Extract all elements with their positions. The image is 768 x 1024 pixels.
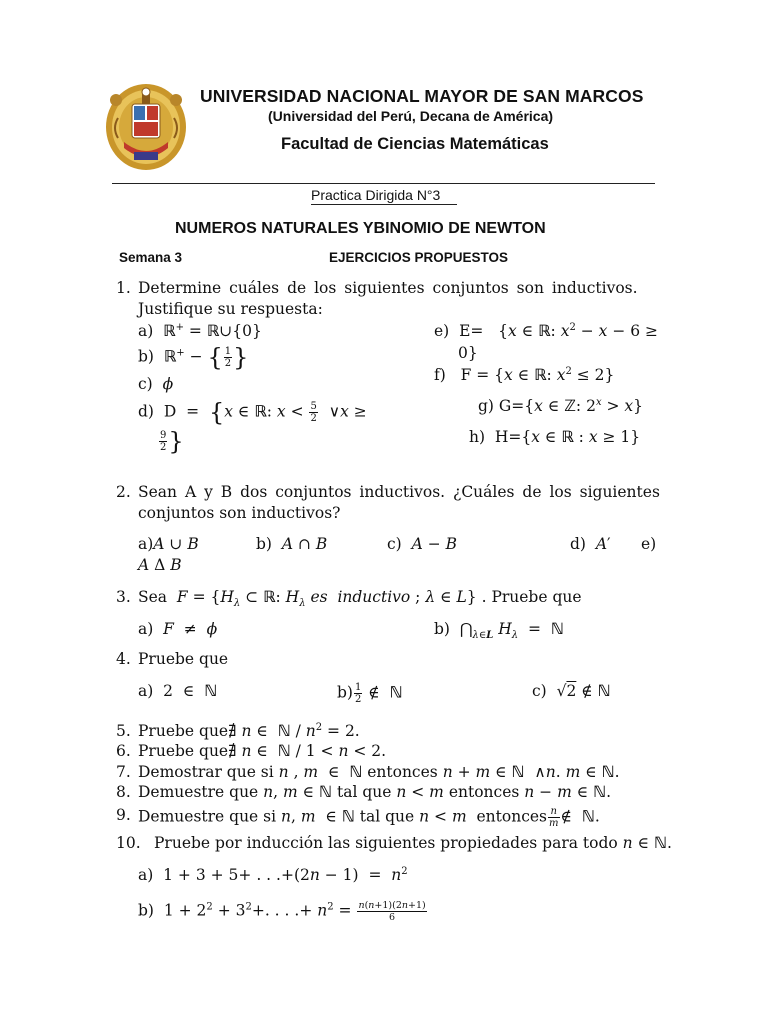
question-4-text: Pruebe que (138, 650, 229, 668)
question-1-text: Determine cuáles de los siguientes conjuntos son inductivos. (138, 279, 638, 297)
question-6-number: 6. (116, 742, 131, 760)
q1-item-f: f) F = {x ∈ ℝ: $x^2 \le 2$} (434, 366, 615, 384)
main-title: NUMEROS NATURALES YBINOMIO DE NEWTON (175, 220, 546, 237)
question-3-text: Sea $F = \{H_\lambda$ ⊂ ℝ: $H_\lambda$ es inductivo ; λ ∈ L} . Pruebe que (138, 588, 582, 609)
university-subtitle: (Universidad del Perú, Decana de América) (268, 108, 554, 124)
question-10-line: Pruebe por inducción las siguientes propiedades para todo n ∈ ℕ. (154, 834, 672, 852)
question-4-number: 4. (116, 650, 131, 668)
q1-item-c: c) ϕ (138, 375, 174, 393)
q10-item-b: b) $1 + 2^2 + 3^2+$. . . .+ $n^2$ = $\frac{n(n+1)(2n+1)}{6}$ (138, 900, 426, 923)
question-1-number: 1. (116, 279, 131, 297)
question-2-text: Sean A y B dos conjuntos inductivos. ¿Cuáles de los siguientes (138, 483, 660, 501)
university-name: UNIVERSIDAD NACIONAL MAYOR DE SAN MARCOS (200, 86, 644, 106)
question-3-number: 3. (116, 588, 131, 606)
question-9-mid2: entonces (476, 807, 548, 826)
question-6-text: Pruebe que (138, 742, 229, 760)
q1-item-b: b) ℝ+ − { $\frac{1}{2}$ } (138, 343, 249, 372)
q1-item-a: a) ℝ+ = ℝ∪{0} (138, 322, 262, 340)
q1-item-d: d) D = {x ∈ ℝ: x < $\frac{5}{2}$ ∨x ≥ (138, 398, 367, 427)
q2-item-d: d) A′ (570, 535, 611, 553)
question-9-text: Demuestre que si (138, 807, 277, 826)
section-label: EJERCICIOS PROPUESTOS (329, 250, 509, 265)
question-6-line: Pruebe que∄ n ∈ ℕ / 1 < n < 2. (138, 742, 387, 760)
practice-title-underline (311, 204, 457, 205)
q2-item-e: e) (641, 535, 657, 553)
q1-item-e-cont: 0} (458, 344, 478, 362)
q3-item-b: b) $⋂_{\lambda\in L}$ $H_\lambda$ = ℕ (434, 620, 564, 641)
question-9-line: Demuestre que si n, m ∈ ℕ tal que n < m entonces $\frac{n}{m}$ ∉ ℕ. (138, 806, 600, 829)
q1-item-e: e) E= {x ∈ ℝ: $x^2 - x - 6$ ≥ (434, 322, 659, 340)
question-8-line: Demuestre que n, m ∈ ℕ tal que n < m entonces n − m ∈ ℕ. (138, 783, 612, 801)
question-5-text: Pruebe que (138, 722, 229, 740)
question-7-text: Demostrar que si (138, 763, 274, 781)
q2-item-a: a)A ∪ B (138, 535, 199, 553)
week-label: Semana 3 (119, 250, 183, 265)
question-10-number: 10. (116, 834, 141, 852)
q1-item-d-cont: $\frac{9}{2}$ } (160, 427, 184, 456)
header-divider (112, 183, 655, 184)
q4-item-b: b) $\frac{1}{2}$ ∉ ℕ (337, 682, 403, 705)
q4-item-a: a) 2 ∈ ℕ (138, 682, 218, 700)
question-7-line: Demostrar que si n , m ∈ ℕ entonces n + m ∈ ℕ ∧n. m ∈ ℕ. (138, 763, 620, 781)
question-8-mid1: tal que (336, 783, 392, 801)
q4-item-c: c) √2 ∉ ℕ (532, 682, 611, 700)
q3-item-a: a) F ≠ ϕ (138, 620, 218, 638)
question-2-number: 2. (116, 483, 131, 501)
question-7-mid: entonces (367, 763, 438, 781)
q2-item-c: c) A − B (387, 535, 458, 553)
question-5-line: Pruebe que∄ n ∈ ℕ / $n^2 = 2$. (138, 722, 360, 740)
q1-item-g: g) G={x ∈ ℤ: $2^x > x$} (478, 397, 644, 415)
question-8-mid2: entonces (448, 783, 520, 801)
q10-item-a: a) 1 + 3 + 5+ . . $.+(2n - 1) = n^2$ (138, 866, 408, 884)
university-seal (104, 82, 188, 172)
q2-item-b: b) A ∩ B (256, 535, 328, 553)
question-2-text-2: conjuntos son inductivos? (138, 504, 341, 522)
question-7-number: 7. (116, 763, 131, 781)
question-10-text: Pruebe por inducción las siguientes propiedades para todo (154, 834, 618, 852)
q2-item-e-cont: A Δ B (138, 556, 182, 574)
question-8-number: 8. (116, 783, 131, 801)
question-1-text-2: Justifique su respuesta: (138, 300, 323, 318)
question-9-mid1: tal que (359, 807, 415, 826)
practice-title: Practica Dirigida N°3 (311, 187, 441, 203)
q1-item-h: h) H={x ∈ ℝ : x ≥ 1} (469, 428, 641, 446)
question-8-text: Demuestre que (138, 783, 259, 801)
question-9-number: 9. (116, 806, 131, 824)
question-3-tail: Pruebe que (491, 588, 582, 606)
question-5-number: 5. (116, 722, 131, 740)
faculty-name: Facultad de Ciencias Matemáticas (281, 135, 549, 153)
